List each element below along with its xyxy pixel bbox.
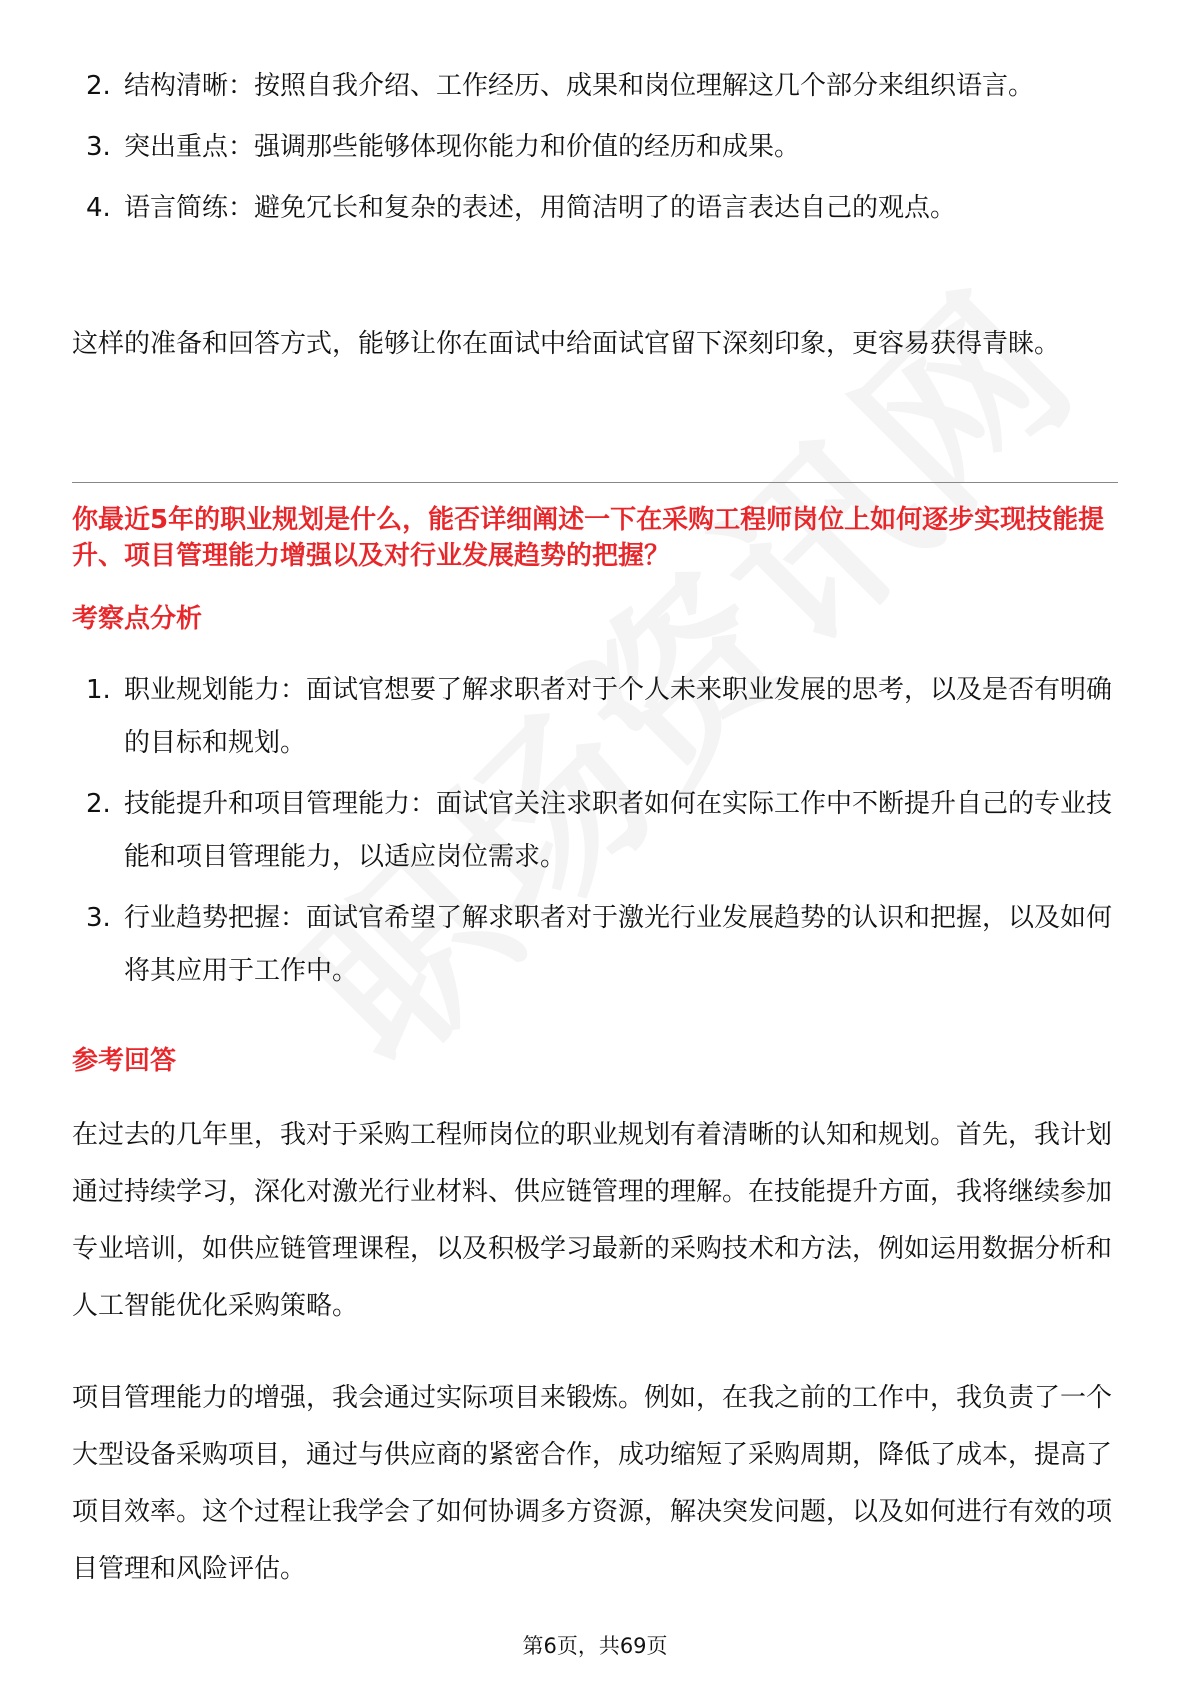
interview-question: 你最近5年的职业规划是什么，能否详细阐述一下在采购工程师岗位上如何逐步实现技能提升、项目管理能力增强以及对行业发展趋势的把握？ [72,505,1105,571]
answer-paragraph: 项目管理能力的增强，我会通过实际项目来锻炼。例如，在我之前的工作中，我负责了一个大型设备采购项目，通过与供应商的紧密合作，成功缩短了采购周期，降低了成本，提高了项目效率。这个过程让我学会了如何协调多方资源，解决突发问题，以及如何进行有效的项目管理和风险评估。 [72,1383,1113,1584]
analysis-list [70,664,1120,1006]
list-item-number: 3. [86,903,111,933]
criteria-list [70,60,1120,243]
section-divider [72,482,1118,483]
analysis-heading: 考察点分析 [72,604,203,634]
page-number: 第6页，共69页 [522,1634,668,1658]
list-item-text: 结构清晰：按照自我介绍、工作经历、成果和岗位理解这几个部分来组织语言。 [124,71,1035,101]
list-item-text: 职业规划能力：面试官想要了解求职者对于个人未来职业发展的思考，以及是否有明确的目标和规划。 [124,675,1113,758]
list-item-number: 2. [86,789,111,819]
list-item-text: 技能提升和项目管理能力：面试官关注求职者如何在实际工作中不断提升自己的专业技能和项目管理能力，以适应岗位需求。 [124,789,1113,872]
list-item-text: 行业趋势把握：面试官希望了解求职者对于激光行业发展趋势的认识和把握，以及如何将其应用于工作中。 [124,903,1113,986]
answer-heading: 参考回答 [72,1046,177,1076]
list-item [70,121,1120,174]
list-item-text: 突出重点：强调那些能够体现你能力和价值的经历和成果。 [124,132,801,162]
list-item [70,182,1120,235]
list-item [70,892,1120,998]
list-item-number: 4. [86,193,111,223]
list-item-text: 语言简练：避免冗长和复杂的表述，用简洁明了的语言表达自己的观点。 [124,193,957,223]
list-item-number: 2. [86,71,111,101]
list-item [70,778,1120,884]
list-item [70,60,1120,113]
list-item-number: 1. [86,675,111,705]
closing-paragraph: 这样的准备和回答方式，能够让你在面试中给面试官留下深刻印象，更容易获得青睐。 [72,329,1061,359]
list-item [70,664,1120,770]
list-item-number: 3. [86,132,111,162]
answer-paragraph: 在过去的几年里，我对于采购工程师岗位的职业规划有着清晰的认知和规划。首先，我计划通过持续学习，深化对激光行业材料、供应链管理的理解。在技能提升方面，我将继续参加专业培训，如供应链管理课程，以及积极学习最新的采购技术和方法，例如运用数据分析和人工智能优化采购策略。 [72,1120,1113,1321]
